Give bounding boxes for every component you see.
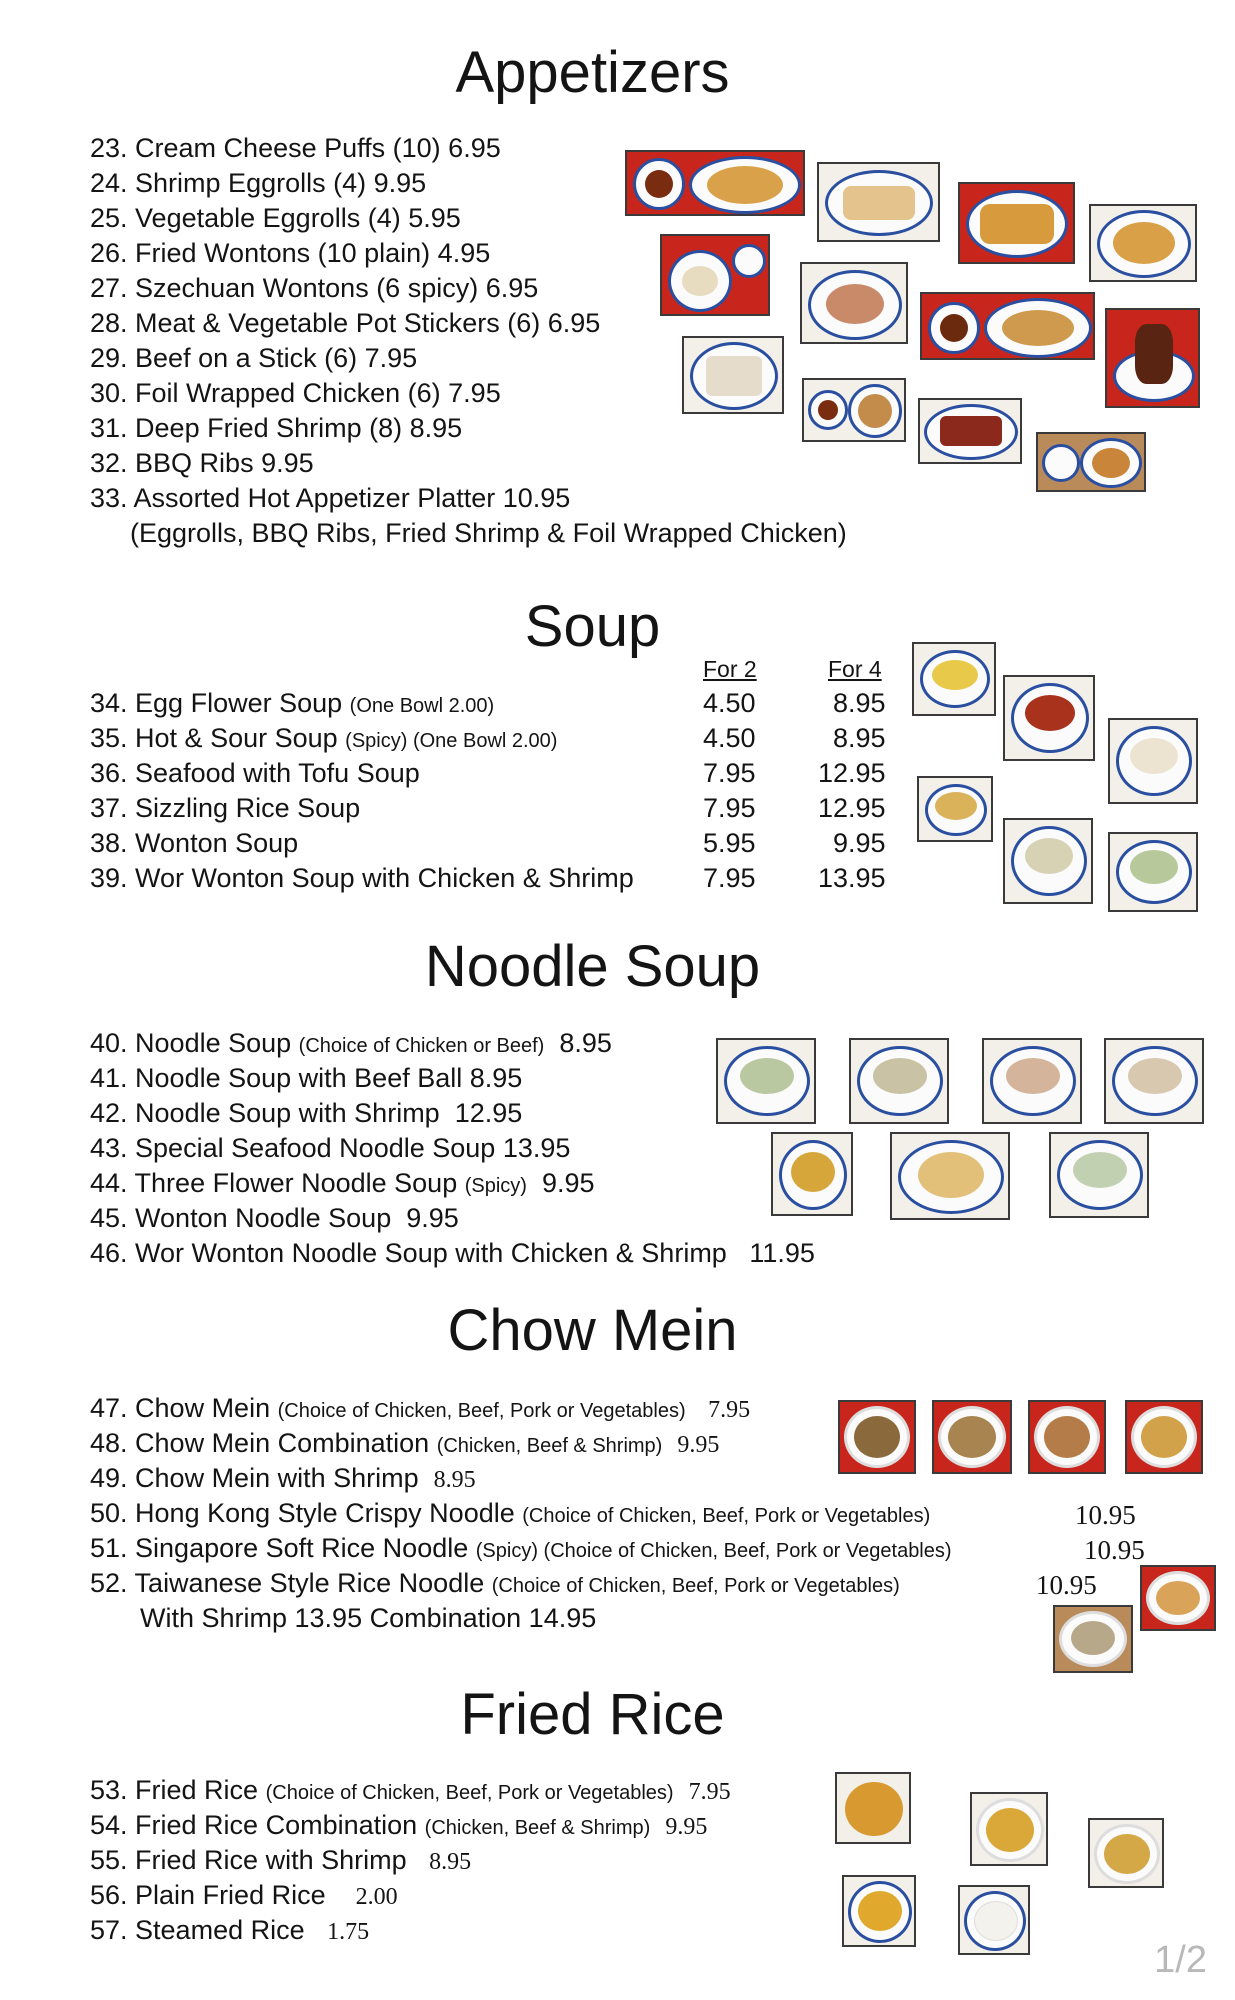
menu-item-name: 48. Chow Mein Combination [90, 1428, 430, 1458]
menu-item: 23. Cream Cheese Puffs (10) 6.95 [90, 133, 501, 163]
menu-item-description: (Eggrolls, BBQ Ribs, Fried Shrimp & Foil Wrapped Chicken) [130, 518, 847, 548]
menu-item [90, 1535, 952, 1562]
menu-item [90, 1065, 522, 1092]
menu-item-note: (One Bowl 2.00) [349, 695, 495, 717]
soup-photo [917, 776, 993, 842]
price-for-4: 8.95 [833, 723, 886, 753]
page-indicator: 1/2 [1154, 1939, 1207, 1981]
menu-item-name: 40. Noodle Soup [90, 1028, 292, 1058]
menu-item-note: (Choice of Chicken, Beef, Pork or Vegetables) [277, 1400, 686, 1422]
menu-item: 32. BBQ Ribs 9.95 [90, 448, 314, 478]
noodle-soup-photo [1104, 1038, 1204, 1124]
menu-item [90, 865, 634, 892]
menu-item: 31. Deep Fried Shrimp (8) 8.95 [90, 413, 463, 443]
price-for-2: 7.95 [703, 863, 756, 893]
menu-item-price: 8.95 [429, 1849, 472, 1875]
menu-item: 24. Shrimp Eggrolls (4) 9.95 [90, 168, 427, 198]
menu-item-price: 9.95 [677, 1432, 720, 1458]
menu-item [90, 795, 360, 822]
menu-item [90, 1395, 750, 1422]
menu-item [90, 690, 494, 717]
menu-item-price: 9.95 [406, 1203, 459, 1233]
menu-item-note: (Choice of Chicken or Beef) [298, 1035, 545, 1057]
chow-mein-heading: Chow Mein [447, 1298, 738, 1363]
appetizer-photo [958, 182, 1075, 264]
menu-item-name: 44. Three Flower Noodle Soup [90, 1168, 458, 1198]
chow-mein-photo [932, 1400, 1012, 1474]
soup-photo [1108, 832, 1198, 912]
price-for-2: 5.95 [703, 828, 756, 858]
menu-item-note: (Chicken, Beef & Shrimp) [424, 1817, 651, 1839]
menu-item-note: (Spicy) (Choice of Chicken, Beef, Pork or Vegetables) [475, 1540, 952, 1562]
menu-item-name: 37. Sizzling Rice Soup [90, 793, 361, 823]
menu-item-name: 36. Seafood with Tofu Soup [90, 758, 420, 788]
price-for-4: 13.95 [818, 863, 886, 893]
menu-item [90, 1847, 471, 1874]
price-for-2: 7.95 [703, 793, 756, 823]
menu-item [90, 1135, 570, 1162]
menu-item [90, 1500, 930, 1527]
noodle-soup-photo [1049, 1132, 1149, 1218]
fried-rice-photo [958, 1885, 1030, 1955]
menu-item-price: 8.95 [433, 1467, 476, 1493]
soup-photo [1003, 818, 1093, 904]
menu-item-price: 10.95 [1036, 1570, 1097, 1600]
menu-item-name: 56. Plain Fried Rice [90, 1880, 326, 1910]
menu-item [90, 1030, 612, 1057]
chow-mein-photo [1140, 1565, 1216, 1631]
menu-item-price: 7.95 [708, 1397, 751, 1423]
menu-item-note: (Choice of Chicken, Beef, Pork or Vegetables) [522, 1505, 931, 1527]
menu-item-price: 13.95 [502, 1133, 571, 1163]
menu-item [90, 760, 420, 787]
appetizers-heading: Appetizers [455, 40, 730, 105]
price-for-2: 4.50 [703, 723, 756, 753]
noodle-soup-photo [716, 1038, 816, 1124]
appetizer-photo [1036, 432, 1146, 492]
appetizer-photo [660, 234, 770, 316]
noodle-soup-heading: Noodle Soup [424, 934, 761, 999]
menu-item-name: 39. Wor Wonton Soup with Chicken & Shrimp [90, 863, 634, 893]
menu-item: 29. Beef on a Stick (6) 7.95 [90, 343, 418, 373]
menu-item-name: 38. Wonton Soup [90, 828, 299, 858]
appetizer-photo [682, 336, 784, 414]
price-for-4: 9.95 [833, 828, 886, 858]
menu-item: 33. Assorted Hot Appetizer Platter 10.95 [90, 483, 571, 513]
menu-item-name: 50. Hong Kong Style Crispy Noodle [90, 1498, 515, 1528]
menu-item [90, 1430, 719, 1457]
menu-item-name: 35. Hot & Sour Soup [90, 723, 338, 753]
menu-item-name: 45. Wonton Noodle Soup [90, 1203, 392, 1233]
chow-mein-photo [838, 1400, 916, 1474]
menu-item-price: 10.95 [1084, 1535, 1145, 1565]
appetizer-photo [920, 292, 1095, 360]
chow-mein-photo [1053, 1605, 1133, 1673]
fried-rice-photo [1088, 1818, 1164, 1888]
menu-item [90, 1170, 595, 1197]
fried-rice-photo [970, 1792, 1048, 1866]
menu-item-price: 2.00 [355, 1884, 398, 1910]
fried-rice-heading: Fried Rice [460, 1682, 725, 1747]
menu-item-note: (Chicken, Beef & Shrimp) [436, 1435, 663, 1457]
appetizer-photo [1089, 204, 1197, 282]
price-for-4: 12.95 [818, 758, 886, 788]
appetizer-photo [817, 162, 940, 242]
menu-item [90, 1100, 522, 1127]
menu-item-price: 9.95 [541, 1168, 595, 1198]
menu-item [90, 1570, 900, 1597]
noodle-soup-photo [849, 1038, 949, 1124]
menu-item-price: 8.95 [559, 1028, 612, 1058]
appetizer-photo [800, 262, 908, 344]
menu-item-price: 11.95 [749, 1238, 815, 1268]
menu-item [90, 1882, 398, 1909]
menu-item-name: 41. Noodle Soup with Beef Ball [90, 1063, 463, 1093]
menu-item-name: 54. Fried Rice Combination [90, 1810, 418, 1840]
fried-rice-photo [835, 1772, 911, 1844]
soup-photo [1003, 675, 1095, 761]
menu-item-name: 47. Chow Mein [90, 1393, 271, 1423]
soup-photo [912, 642, 996, 716]
menu-item: 28. Meat & Vegetable Pot Stickers (6) 6.95 [90, 308, 601, 338]
menu-item-price: 7.95 [688, 1779, 731, 1805]
menu-item [90, 830, 298, 857]
appetizer-photo [918, 398, 1022, 464]
menu-item [90, 1205, 459, 1232]
noodle-soup-photo [982, 1038, 1082, 1124]
menu-item-name: 42. Noodle Soup with Shrimp [90, 1098, 440, 1128]
menu-item-name: 53. Fried Rice [90, 1775, 259, 1805]
menu-item [90, 725, 557, 752]
menu-item: 27. Szechuan Wontons (6 spicy) 6.95 [90, 273, 539, 303]
menu-item-note: (Choice of Chicken, Beef, Pork or Vegetables) [491, 1575, 900, 1597]
menu-item-name: 51. Singapore Soft Rice Noodle [90, 1533, 469, 1563]
appetizer-photo [802, 378, 906, 442]
fried-rice-photo [842, 1875, 916, 1947]
menu-item-note: (Spicy) [464, 1175, 527, 1197]
noodle-soup-photo [771, 1132, 853, 1216]
menu-item: 30. Foil Wrapped Chicken (6) 7.95 [90, 378, 501, 408]
menu-item-name: 55. Fried Rice with Shrimp [90, 1845, 407, 1875]
column-header-for-4: For 4 [828, 656, 882, 682]
price-for-4: 8.95 [833, 688, 886, 718]
menu-item-name: 46. Wor Wonton Noodle Soup with Chicken & Shrimp [90, 1238, 727, 1268]
price-for-4: 12.95 [818, 793, 886, 823]
menu-item [90, 1465, 476, 1492]
chow-mein-photo [1125, 1400, 1203, 1474]
price-for-2: 4.50 [703, 688, 756, 718]
menu-item [90, 1917, 369, 1944]
price-for-2: 7.95 [703, 758, 756, 788]
menu-item-price: 8.95 [469, 1063, 523, 1093]
menu-item: 26. Fried Wontons (10 plain) 4.95 [90, 238, 491, 268]
menu-item-price: 1.75 [327, 1919, 370, 1945]
menu-item-name: 34. Egg Flower Soup [90, 688, 343, 718]
menu-item-price: 9.95 [665, 1814, 708, 1840]
soup-photo [1108, 718, 1198, 804]
column-header-for-2: For 2 [703, 656, 757, 682]
menu-item-note: (Spicy) (One Bowl 2.00) [345, 730, 558, 752]
chow-mein-photo [1028, 1400, 1106, 1474]
menu-item-note: (Choice of Chicken, Beef, Pork or Vegetables) [265, 1782, 674, 1804]
menu-item [90, 1777, 731, 1804]
menu-item-name: 43. Special Seafood Noodle Soup [90, 1133, 496, 1163]
menu-item-name: 49. Chow Mein with Shrimp [90, 1463, 419, 1493]
menu-item: 25. Vegetable Eggrolls (4) 5.95 [90, 203, 461, 233]
menu-item-price: 12.95 [454, 1098, 523, 1128]
menu-item-name: 57. Steamed Rice [90, 1915, 305, 1945]
appetizer-photo [1105, 308, 1200, 408]
menu-item-price: 10.95 [1075, 1500, 1136, 1530]
menu-item-name: 52. Taiwanese Style Rice Noodle [90, 1568, 485, 1598]
menu-item [90, 1812, 707, 1839]
appetizer-photo [625, 150, 805, 216]
menu-item-variants: With Shrimp 13.95 Combination 14.95 [140, 1603, 597, 1633]
soup-heading: Soup [524, 594, 661, 659]
noodle-soup-photo [890, 1132, 1010, 1220]
menu-item [90, 1240, 815, 1267]
